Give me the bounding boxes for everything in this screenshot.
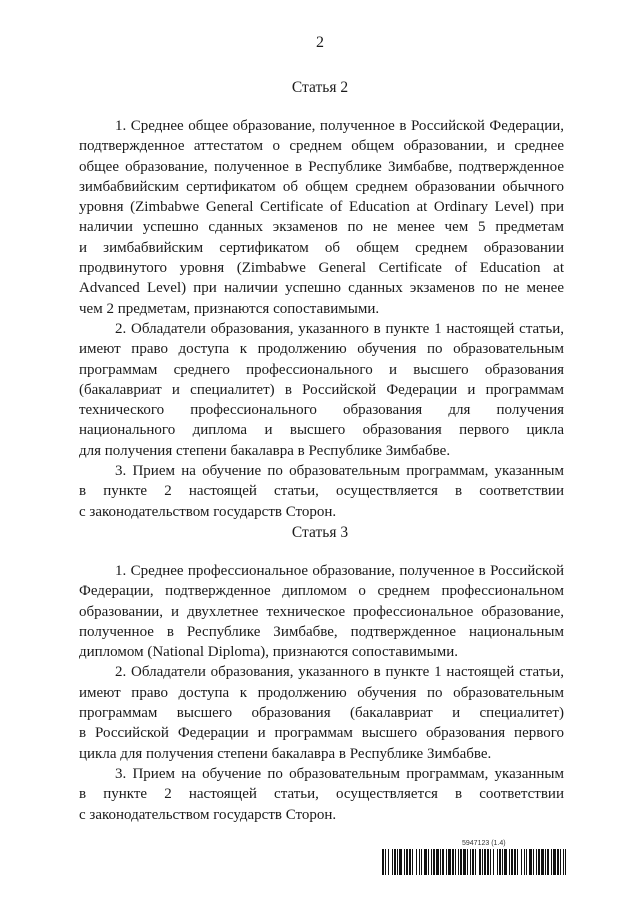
text-line: 3. Прием на обучение по образовательным программам, указанным (115, 765, 564, 782)
text-line: образовании, и двухлетнее техническое профессиональное образование, (79, 603, 564, 620)
text-line: чем 2 предметам, признаются сопоставимыми. (79, 300, 380, 317)
text-line: в пункте 2 настоящей статьи, осуществляется в соответствии (79, 786, 564, 803)
text-line: в пункте 2 настоящей статьи, осуществляется в соответствии (79, 483, 564, 500)
text-line: 3. Прием на обучение по образовательным программам, указанным (115, 463, 564, 480)
page-number: 2 (316, 34, 324, 51)
text-line: в Российской Федерации и программам высшего образования первого (79, 725, 564, 742)
text-line: технического профессионального образования для получения (79, 402, 564, 419)
text-line: уровня (Zimbabwe General Certificate of Education at Ordinary Level) при (79, 199, 564, 216)
article-3-title: Статья 3 (291, 524, 349, 541)
text-line: 2. Обладатели образования, указанного в пункте 1 настоящей статьи, (115, 664, 564, 681)
article-2-paragraph-3 (79, 461, 564, 522)
text-line: программам среднего профессионального и высшего образования (79, 361, 564, 378)
text-line: с законодательством государств Сторон. (79, 503, 337, 520)
text-line: дипломом (National Diploma), признаются сопоставимыми. (79, 644, 458, 661)
article-2-paragraph-2 (79, 319, 564, 461)
article-3-paragraph-1 (79, 561, 564, 662)
article-3-paragraph-2 (79, 662, 564, 763)
text-line: имеют право доступа к продолжению обучения по образовательным (79, 684, 564, 701)
article-3-body (79, 561, 564, 825)
text-line: программам высшего образования (бакалавриат и специалитет) (79, 705, 564, 722)
barcode-image (382, 849, 566, 875)
text-line: Advanced Level) при наличии успешно сданных экзаменов по не менее (79, 280, 564, 297)
text-line: 2. Обладатели образования, указанного в пункте 1 настоящей статьи, (115, 320, 564, 337)
text-line: 1. Среднее профессиональное образование, полученное в Российской (115, 563, 564, 579)
article-3-paragraph-3 (79, 764, 564, 825)
article-2-title: Статья 2 (291, 79, 349, 96)
text-line: наличии успешно сданных экзаменов по не менее чем 5 предметам (79, 219, 564, 236)
text-line: (бакалавриат и специалитет) в Российской Федерации и программам (79, 381, 564, 398)
text-line: и зимбабвийским сертификатом об общем среднем образовании (79, 239, 564, 256)
text-line: имеют право доступа к продолжению обучения по образовательным (79, 341, 564, 358)
article-2-paragraph-1 (79, 116, 564, 319)
text-line: полученное в Республике Зимбабве, подтвержденное национальным (79, 623, 564, 640)
barcode-caption: 5947123 (1.4) (462, 840, 506, 847)
text-line: с законодательством государств Сторон. (79, 806, 337, 823)
text-line: подтвержденное аттестатом о среднем общем образовании, и среднее (79, 138, 564, 155)
text-line: общее образование, полученное в Республике Зимбабве, подтвержденное (79, 158, 564, 175)
text-line: продвинутого уровня (Zimbabwe General Certificate of Education at (79, 260, 564, 277)
article-2-body (79, 116, 564, 522)
text-line: 1. Среднее общее образование, полученное в Российской Федерации, (115, 118, 564, 134)
text-line: цикла для получения степени бакалавра в Республике Зимбабве. (79, 745, 492, 762)
text-line: зимбабвийским сертификатом об общем среднем образовании обычного (79, 178, 564, 195)
text-line: национального диплома и высшего образования первого цикла (79, 422, 564, 439)
text-line: Федерации, подтвержденное дипломом о среднем профессиональном (79, 583, 564, 600)
text-line: для получения степени бакалавра в Республике Зимбабве. (79, 442, 451, 459)
